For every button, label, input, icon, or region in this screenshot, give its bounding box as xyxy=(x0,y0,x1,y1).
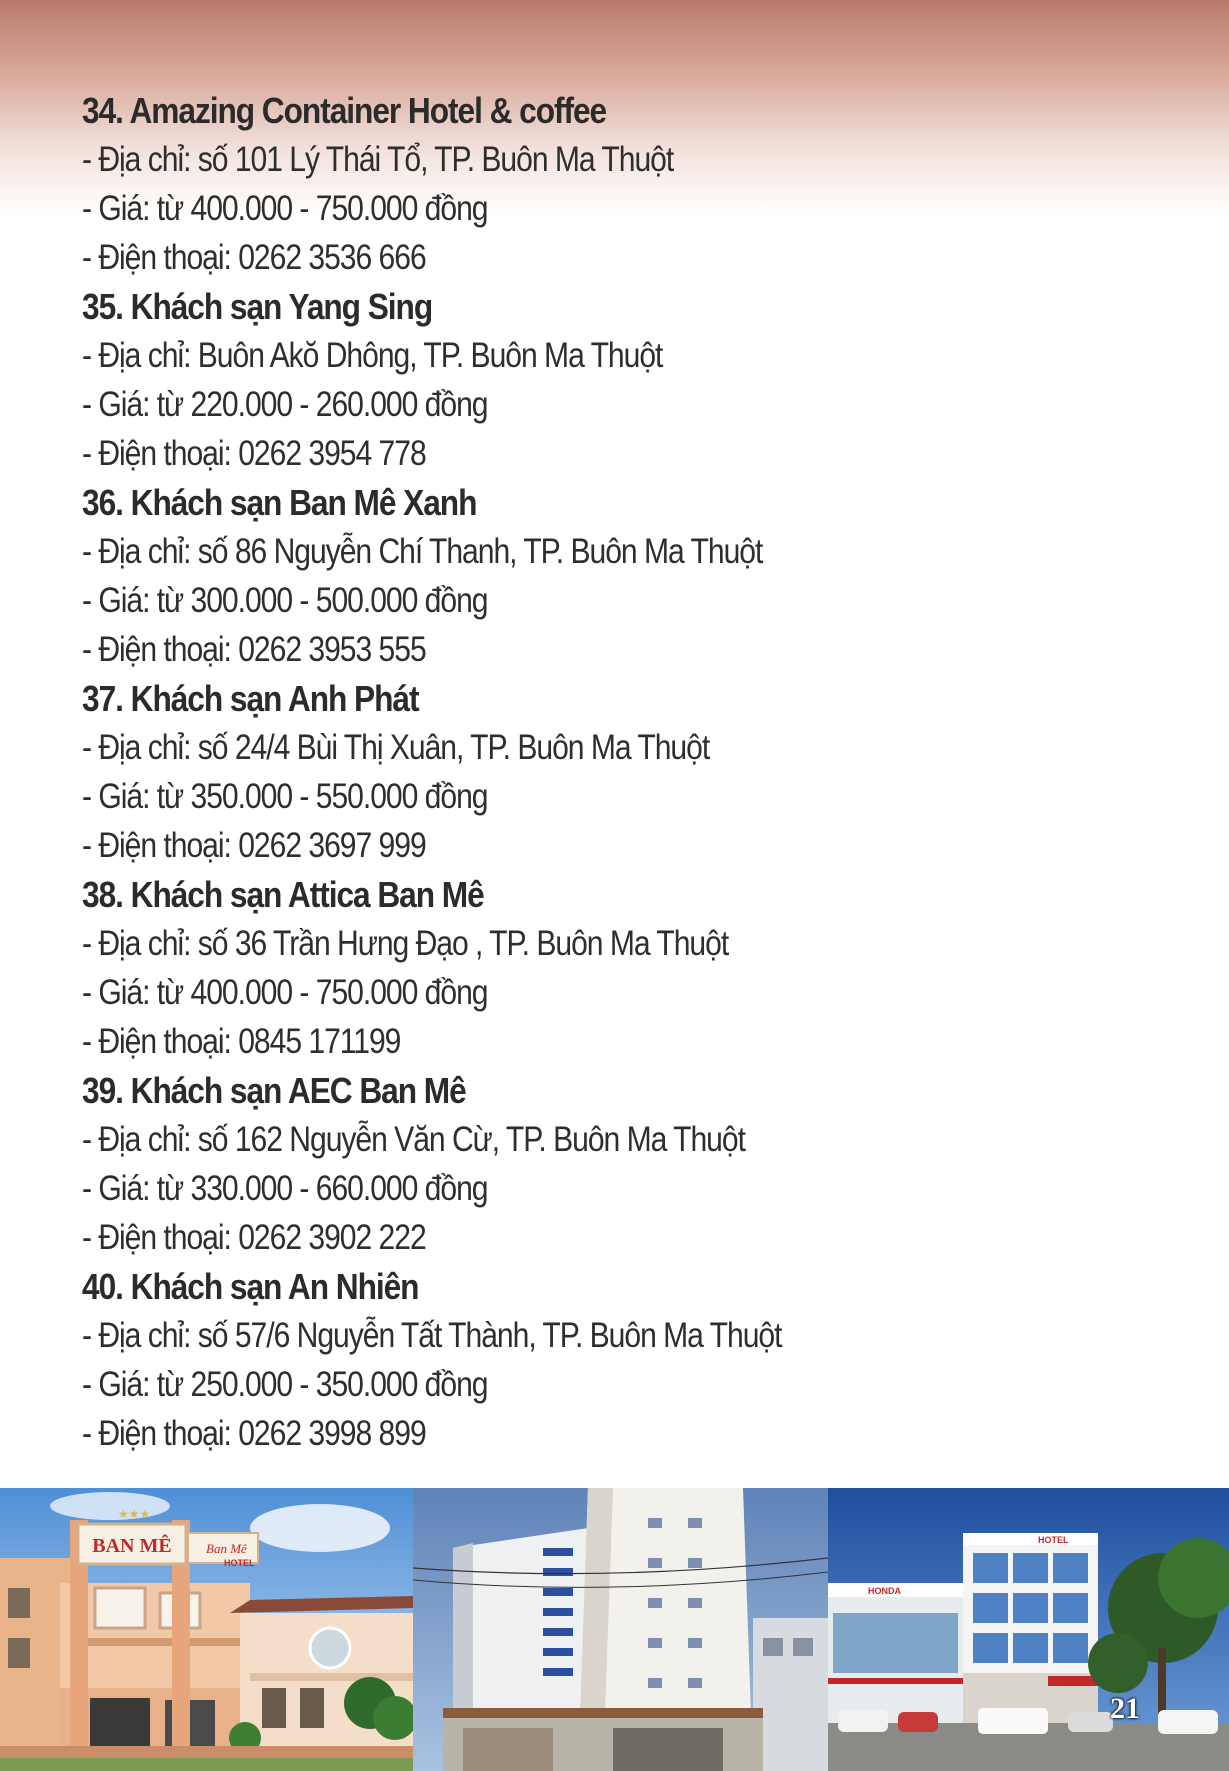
hotel-address: - Địa chỉ: số 162 Nguyễn Văn Cừ, TP. Buôn Ma Thuột xyxy=(82,1120,745,1159)
photo-sign-script: Ban Mê xyxy=(206,1541,247,1556)
hotel-price: - Giá: từ 350.000 - 550.000 đồng xyxy=(82,777,488,816)
hotel-entry-40 xyxy=(82,1262,1162,1458)
photo-dealer-sign: HONDA xyxy=(868,1586,901,1596)
hotel-phone: - Điện thoại: 0262 3998 899 xyxy=(82,1414,426,1453)
hotel-entry-39 xyxy=(82,1066,1162,1262)
hotel-entry-37 xyxy=(82,674,1162,870)
photo-tall-hotel-towers xyxy=(413,1488,828,1771)
photo-sign-ban-me: BAN MÊ xyxy=(92,1535,172,1557)
hotel-price: - Giá: từ 220.000 - 260.000 đồng xyxy=(82,385,488,424)
hotel-title: 35. Khách sạn Yang Sing xyxy=(82,286,433,327)
hotel-address: - Địa chỉ: số 57/6 Nguyễn Tất Thành, TP. Buôn Ma Thuột xyxy=(82,1316,782,1355)
hotel-price: - Giá: từ 250.000 - 350.000 đồng xyxy=(82,1365,488,1404)
hotel-title: 38. Khách sạn Attica Ban Mê xyxy=(82,874,484,915)
hotel-price: - Giá: từ 300.000 - 500.000 đồng xyxy=(82,581,488,620)
photo-hotel-sign: HOTEL xyxy=(1038,1535,1069,1545)
hotel-entry-38 xyxy=(82,870,1162,1066)
hotel-phone: - Điện thoại: 0262 3953 555 xyxy=(82,630,426,669)
photo-sign-hotel: HOTEL xyxy=(224,1558,255,1568)
hotel-entry-36 xyxy=(82,478,1162,674)
photo-hotel-honda xyxy=(828,1488,1229,1771)
hotel-listing xyxy=(82,86,1162,1458)
page-number: 21 xyxy=(1110,1692,1140,1725)
hotel-phone: - Điện thoại: 0262 3954 778 xyxy=(82,434,426,473)
hotel-phone: - Điện thoại: 0845 171199 xyxy=(82,1022,401,1061)
hotel-address: - Địa chỉ: số 24/4 Bùi Thị Xuân, TP. Buôn Ma Thuột xyxy=(82,728,710,767)
hotel-title: 36. Khách sạn Ban Mê Xanh xyxy=(82,482,477,523)
hotel-title: 39. Khách sạn AEC Ban Mê xyxy=(82,1070,466,1111)
hotel-price: - Giá: từ 400.000 - 750.000 đồng xyxy=(82,189,488,228)
hotel-title: 37. Khách sạn Anh Phát xyxy=(82,678,419,719)
hotel-phone: - Điện thoại: 0262 3697 999 xyxy=(82,826,426,865)
hotel-address: - Địa chỉ: Buôn Akŏ Dhông, TP. Buôn Ma Thuột xyxy=(82,336,663,375)
hotel-phone: - Điện thoại: 0262 3902 222 xyxy=(82,1218,426,1257)
hotel-entry-34 xyxy=(82,86,1162,282)
hotel-phone: - Điện thoại: 0262 3536 666 xyxy=(82,238,426,277)
hotel-price: - Giá: từ 400.000 - 750.000 đồng xyxy=(82,973,488,1012)
hotel-address: - Địa chỉ: số 36 Trần Hưng Đạo , TP. Buôn Ma Thuột xyxy=(82,924,729,963)
photo-ban-me-hotel xyxy=(0,1488,413,1771)
svg-text:★★★: ★★★ xyxy=(118,1507,151,1521)
hotel-price: - Giá: từ 330.000 - 660.000 đồng xyxy=(82,1169,488,1208)
hotel-title: 34. Amazing Container Hotel & coffee xyxy=(82,90,607,131)
hotel-photo-strip xyxy=(0,1488,1229,1771)
hotel-address: - Địa chỉ: số 86 Nguyễn Chí Thanh, TP. Buôn Ma Thuột xyxy=(82,532,763,571)
hotel-title: 40. Khách sạn An Nhiên xyxy=(82,1266,419,1307)
hotel-address: - Địa chỉ: số 101 Lý Thái Tổ, TP. Buôn Ma Thuột xyxy=(82,140,674,179)
hotel-entry-35 xyxy=(82,282,1162,478)
